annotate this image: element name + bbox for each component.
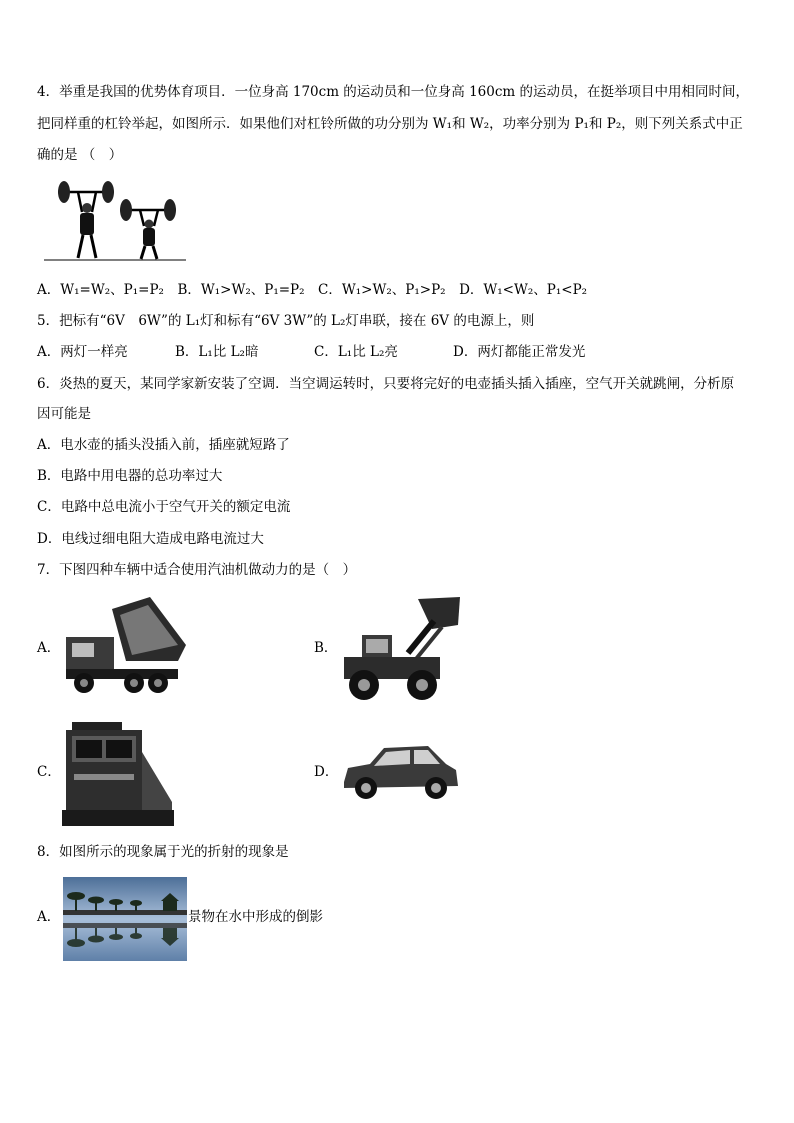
wheel-loader-image [338,597,464,703]
q4-stem-line1: 4．举重是我国的优势体育项目．一位身高 170cm 的运动员和一位身高 160cm 的运动员，在挺举项目中用相同时间， [37,84,750,100]
q4-options: A．W₁=W₂、P₁=P₂ B．W₁>W₂、P₁=P₂ C．W₁>W₂、P₁>P₂ D．W₁<W₂、P₁<P₂ [37,282,588,298]
q6-option-d: D．电线过细电阻大造成电路电流过大 [37,531,264,547]
q7-label-c: C． [37,764,61,780]
q5-stem: 5．把标有“6V 6W”的 L₁灯和标有“6V 3W”的 L₂灯串联，接在 6V 的电源上，则 [37,313,535,329]
q6-stem-line2: 因可能是 [37,406,91,422]
q6-option-a: A．电水壶的插头没插入前，插座就短路了 [37,437,290,453]
lifter-short [120,199,176,259]
q6-stem-line1: 6．炎热的夏天，某同学家新安装了空调．当空调运转时，只要将完好的电壶插头插入插座，空气开关就跳闸，分析原 [37,376,735,392]
q8-stem: 8．如图所示的现象属于光的折射的现象是 [37,844,289,860]
q5-option-a: A．两灯一样亮 [37,344,128,360]
water-reflection-image [63,877,187,961]
locomotive-image [62,722,174,826]
q8-option-a-caption: 景物在水中形成的倒影 [188,909,323,925]
q5-option-d: D．两灯都能正常发光 [453,344,586,360]
q4-stem-line3: 确的是 （ ） [37,147,123,163]
q6-option-c: C．电路中总电流小于空气开关的额定电流 [37,499,291,515]
q5-option-c: C．L₁比 L₂亮 [314,344,398,360]
q4-stem-line2: 把同样重的杠铃举起，如图所示．如果他们对杠铃所做的功分别为 W₁和 W₂，功率分别为 P₁和 P₂，则下列关系式中正 [37,116,743,132]
weightlifters-figure [44,178,186,263]
q5-option-b: B．L₁比 L₂暗 [175,344,259,360]
car-image [338,742,462,802]
q7-label-d: D． [314,764,339,780]
q7-label-b: B． [314,640,338,656]
q6-option-b: B．电路中用电器的总功率过大 [37,468,223,484]
q7-stem: 7．下图四种车辆中适合使用汽油机做动力的是（ ） [37,562,357,578]
lifter-tall [58,181,114,258]
dump-truck-image [62,597,188,695]
q7-label-a: A． [37,640,61,656]
q8-label-a: A． [37,909,61,925]
